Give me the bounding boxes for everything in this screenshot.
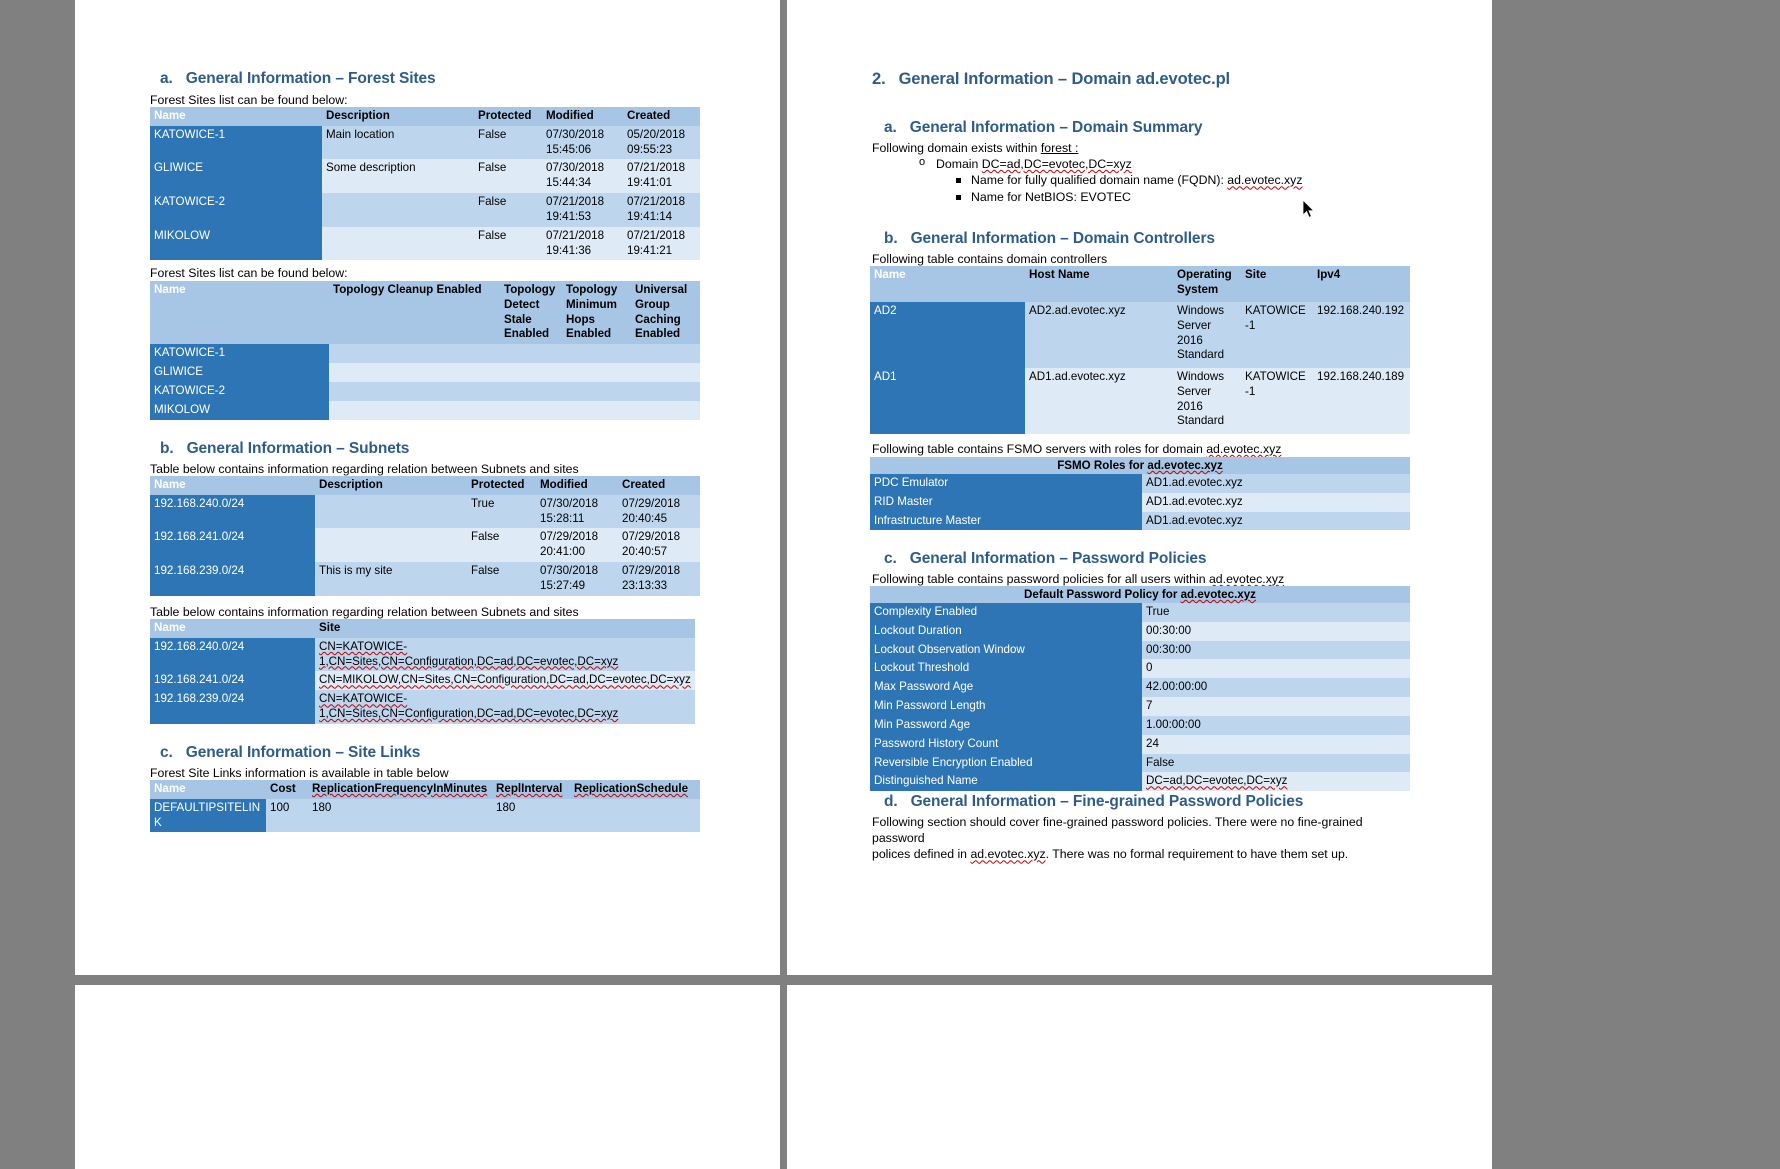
heading-text: General Information – Domain ad.evotec.pl [898, 70, 1231, 88]
table-row [870, 622, 1410, 641]
domain-summary-bullets [872, 156, 1432, 205]
column-header-replication-frequency: ReplicationFrequencyInMinutes [308, 780, 492, 799]
column-header-operating-system: Operating System [1173, 266, 1241, 302]
table-row [150, 363, 700, 382]
cell-modified: 07/30/2018 15:44:34 [542, 159, 623, 193]
column-header-created: Created [623, 107, 700, 126]
heading-text: General Information – Domain Summary [909, 119, 1203, 136]
cell-policy-value: DC=ad,DC=evotec,DC=xyz [1142, 772, 1410, 791]
cell-ipv4: 192.168.240.192 [1313, 302, 1410, 368]
column-header-name: Name [150, 619, 315, 638]
column-header-cost: Cost [266, 780, 308, 799]
cell-site-name: MIKOLOW [150, 227, 322, 261]
cell-host-name: AD1.ad.evotec.xyz [1025, 368, 1173, 434]
column-header-description: Description [315, 476, 467, 495]
cell-fsmo-role: RID Master [870, 493, 1142, 512]
heading-marker: b. [160, 440, 174, 457]
cell-policy-key: Min Password Length [870, 697, 1142, 716]
table-row [870, 603, 1410, 622]
cell-created: 07/21/2018 19:41:01 [623, 159, 700, 193]
cell-description: Some description [322, 159, 474, 193]
table-row [150, 690, 695, 724]
heading-site-links [160, 744, 705, 762]
cell-policy-key: Password History Count [870, 735, 1142, 754]
cell-protected: False [474, 159, 542, 193]
bullet-label: Name for NetBIOS: EVOTEC [971, 189, 1131, 204]
document-page-right [787, 0, 1492, 975]
heading-fine-grained [884, 793, 1464, 811]
cell-site-dn: CN=KATOWICE-1,CN=Sites,CN=Configuration,DC=ad,DC=evotec,DC=xyz [315, 638, 695, 672]
table-row [150, 344, 700, 363]
cell-os: Windows Server 2016 Standard [1173, 302, 1241, 368]
heading-forest-sites [160, 70, 705, 88]
cell-modified: 07/21/2018 19:41:36 [542, 227, 623, 261]
heading-text: General Information – Subnets [186, 440, 410, 457]
cell-description: This is my site [315, 562, 467, 596]
column-header-repl-interval: ReplInterval [492, 780, 570, 799]
heading-text: General Information – Fine-grained Password Policies [910, 793, 1304, 810]
intro-domain: ad.evotec.xyz [1208, 572, 1285, 586]
cell-description [315, 528, 467, 562]
policy-title-domain: ad.evotec.xyz [1180, 588, 1256, 601]
cell-site-name: GLIWICE [150, 363, 329, 382]
cell-policy-value: 1.00:00:00 [1142, 716, 1410, 735]
cell-site: KATOWICE-1 [1241, 368, 1313, 434]
cell-policy-value: 7 [1142, 697, 1410, 716]
heading-text: General Information – Password Policies [909, 550, 1207, 567]
bullet-label: Name for fully qualified domain name (FQDN): [971, 173, 1228, 188]
cell-topology-min-hops [562, 344, 631, 363]
bullet-label: Domain [936, 157, 982, 171]
table-header-row [150, 281, 700, 344]
heading-password-policies [884, 550, 1444, 568]
password-policy-table-title [870, 586, 1410, 603]
paragraph-suffix: . There was no formal requirement to have them set up. [1045, 847, 1349, 862]
cell-subnet-name: 192.168.240.0/24 [150, 638, 315, 672]
table-header-row [150, 107, 700, 126]
heading-subnets [160, 440, 705, 458]
column-header-replication-schedule: ReplicationSchedule [570, 780, 700, 799]
site-links-intro: Forest Site Links information is available in table below [150, 766, 449, 780]
forest-sites-topology-table [150, 281, 700, 420]
table-row [150, 799, 700, 833]
column-header-topology-detect-stale-enabled: Topology Detect Stale Enabled [500, 281, 562, 344]
cell-site-name: KATOWICE-2 [150, 382, 329, 401]
forest-sites-intro: Forest Sites list can be found below: [150, 93, 348, 107]
password-policies-intro [872, 571, 1442, 587]
column-header-universal-group-caching-enabled: Universal Group Caching Enabled [631, 281, 700, 344]
cell-topology-min-hops [562, 363, 631, 382]
cell-topology-detect-stale [500, 382, 562, 401]
table-row [150, 562, 700, 596]
cell-host-name: AD2.ad.evotec.xyz [1025, 302, 1173, 368]
domain-summary-intro [872, 140, 1432, 156]
fsmo-title-prefix: FSMO Roles for [1057, 459, 1148, 472]
cell-created: 07/21/2018 19:41:14 [623, 193, 700, 227]
document-page-left [75, 0, 780, 975]
cell-policy-value: 42.00:00:00 [1142, 678, 1410, 697]
table-row [150, 126, 700, 160]
cell-dc-name: AD1 [870, 368, 1025, 434]
heading-text: General Information – Site Links [185, 744, 421, 761]
policy-title-prefix: Default Password Policy for [1024, 588, 1181, 601]
heading-marker: b. [884, 230, 898, 247]
heading-marker: c. [160, 744, 173, 761]
cell-protected: False [467, 562, 536, 596]
cell-fsmo-server: AD1.ad.evotec.xyz [1142, 512, 1410, 531]
cell-created: 07/29/2018 23:13:33 [618, 562, 700, 596]
intro-prefix: Following table contains password policies for all users within [872, 572, 1209, 586]
cell-site-name: KATOWICE-2 [150, 193, 322, 227]
cell-site-dn: CN=MIKOLOW,CN=Sites,CN=Configuration,DC=ad,DC=evotec,DC=xyz [315, 671, 695, 690]
column-header-description: Description [322, 107, 474, 126]
table-row [870, 474, 1410, 493]
column-header-name: Name [870, 266, 1025, 302]
column-header-site: Site [1241, 266, 1313, 302]
document-page-right-next [787, 985, 1492, 1169]
cell-subnet-name: 192.168.239.0/24 [150, 690, 315, 724]
cell-fsmo-role: Infrastructure Master [870, 512, 1142, 531]
column-header-name: Name [150, 476, 315, 495]
cell-site-name: MIKOLOW [150, 401, 329, 420]
cell-modified: 07/30/2018 15:28:11 [536, 495, 618, 529]
fsmo-intro [872, 441, 1432, 457]
cell-fsmo-role: PDC Emulator [870, 474, 1142, 493]
subnets-site-intro: Table below contains information regarding relation between Subnets and sites [150, 605, 579, 619]
list-item [954, 172, 1432, 188]
table-row [150, 227, 700, 261]
cell-repl-schedule [570, 799, 700, 833]
column-header-protected: Protected [467, 476, 536, 495]
table-row [150, 401, 700, 420]
cell-policy-value: True [1142, 603, 1410, 622]
cell-policy-key: Reversible Encryption Enabled [870, 754, 1142, 773]
domain-controllers-table [870, 266, 1410, 434]
subnets-table [150, 476, 700, 596]
heading-marker: c. [884, 550, 897, 567]
cell-topology-min-hops [562, 382, 631, 401]
heading-marker: a. [160, 70, 173, 87]
table-row [870, 641, 1410, 660]
column-header-name: Name [150, 780, 266, 799]
cell-description [315, 495, 467, 529]
table-row [870, 302, 1410, 368]
heading-domain-controllers [884, 230, 1444, 248]
table-row [870, 368, 1410, 434]
table-row [870, 772, 1410, 791]
bullet-value: ad.evotec.xyz [1227, 173, 1303, 188]
cell-topology-detect-stale [500, 344, 562, 363]
cell-description: Main location [322, 126, 474, 160]
heading-marker: a. [884, 119, 897, 136]
fine-grained-paragraph-1: Following section should cover fine-grained password policies. There were no fine-grained password [872, 815, 1363, 846]
password-policy-table [870, 603, 1410, 791]
list-item [919, 156, 1432, 172]
cell-policy-key: Min Password Age [870, 716, 1142, 735]
table-row [150, 159, 700, 193]
table-row [150, 528, 700, 562]
cell-policy-key: Lockout Observation Window [870, 641, 1142, 660]
table-header-row [150, 780, 700, 799]
domain-controllers-intro: Following table contains domain controllers [872, 252, 1108, 266]
table-header-row [150, 619, 695, 638]
column-header-protected: Protected [474, 107, 542, 126]
cell-modified: 07/30/2018 15:45:06 [542, 126, 623, 160]
table-row [870, 659, 1410, 678]
cell-topology-cleanup [329, 344, 500, 363]
cell-description [322, 193, 474, 227]
cell-policy-key: Max Password Age [870, 678, 1142, 697]
site-links-table [150, 780, 700, 832]
cell-policy-key: Distinguished Name [870, 772, 1142, 791]
cell-universal-group-caching [631, 401, 700, 420]
cell-modified: 07/29/2018 20:41:00 [536, 528, 618, 562]
column-header-modified: Modified [542, 107, 623, 126]
cell-repl-interval: 180 [492, 799, 570, 833]
cell-os: Windows Server 2016 Standard [1173, 368, 1241, 434]
cell-policy-key: Lockout Duration [870, 622, 1142, 641]
cell-universal-group-caching [631, 382, 700, 401]
heading-text: General Information – Forest Sites [185, 70, 436, 87]
forest-sites-intro-2: Forest Sites list can be found below: [150, 266, 348, 280]
paragraph-prefix: polices defined in [872, 847, 971, 862]
paragraph-domain: ad.evotec.xyz [970, 847, 1046, 862]
cell-created: 07/29/2018 20:40:45 [618, 495, 700, 529]
cell-site: KATOWICE-1 [1241, 302, 1313, 368]
fine-grained-paragraph-2 [872, 846, 1417, 862]
cell-subnet-name: 192.168.240.0/24 [150, 495, 315, 529]
table-row [870, 512, 1410, 531]
cell-topology-detect-stale [500, 363, 562, 382]
fsmo-intro-domain: ad.evotec.xyz [1206, 442, 1282, 456]
cell-policy-value: 00:30:00 [1142, 622, 1410, 641]
cell-policy-value: 00:30:00 [1142, 641, 1410, 660]
cell-created: 05/20/2018 09:55:23 [623, 126, 700, 160]
cell-fsmo-server: AD1.ad.evotec.xyz [1142, 474, 1410, 493]
cell-protected: True [467, 495, 536, 529]
fsmo-title-domain: ad.evotec.xyz [1147, 459, 1223, 472]
subnets-intro: Table below contains information regarding relation between Subnets and sites [150, 462, 579, 476]
column-header-name: Name [150, 107, 322, 126]
table-row [870, 493, 1410, 512]
heading-domain-summary [884, 119, 1444, 137]
column-header-topology-cleanup-enabled: Topology Cleanup Enabled [329, 281, 500, 344]
cell-created: 07/21/2018 19:41:21 [623, 227, 700, 261]
forest-sites-table [150, 107, 700, 260]
cell-topology-cleanup [329, 401, 500, 420]
bullet-value: DC=ad,DC=evotec,DC=xyz [981, 157, 1132, 171]
list-item [954, 189, 1432, 205]
fsmo-roles-table [870, 474, 1410, 530]
table-row [870, 735, 1410, 754]
cell-subnet-name: 192.168.241.0/24 [150, 528, 315, 562]
cell-protected: False [474, 227, 542, 261]
cell-dc-name: AD2 [870, 302, 1025, 368]
table-row [150, 638, 695, 672]
cell-site-name: GLIWICE [150, 159, 322, 193]
cell-protected: False [474, 126, 542, 160]
cell-created: 07/29/2018 20:40:57 [618, 528, 700, 562]
cell-topology-detect-stale [500, 401, 562, 420]
heading-domain-main [872, 70, 1432, 89]
cell-universal-group-caching [631, 344, 700, 363]
table-row [870, 678, 1410, 697]
cell-repl-frequency: 180 [308, 799, 492, 833]
cell-modified: 07/30/2018 15:27:49 [536, 562, 618, 596]
cell-policy-value: False [1142, 754, 1410, 773]
table-row [150, 495, 700, 529]
cell-universal-group-caching [631, 363, 700, 382]
cell-policy-key: Lockout Threshold [870, 659, 1142, 678]
table-row [870, 754, 1410, 773]
table-row [150, 671, 695, 690]
cell-policy-value: 24 [1142, 735, 1410, 754]
cell-topology-min-hops [562, 401, 631, 420]
column-header-host-name: Host Name [1025, 266, 1173, 302]
cell-ipv4: 192.168.240.189 [1313, 368, 1410, 434]
cell-modified: 07/21/2018 19:41:53 [542, 193, 623, 227]
cell-description [322, 227, 474, 261]
intro-prefix: Following domain exists within [872, 141, 1041, 155]
table-header-row [870, 266, 1410, 302]
cell-topology-cleanup [329, 382, 500, 401]
heading-text: General Information – Domain Controllers [910, 230, 1215, 247]
cell-fsmo-server: AD1.ad.evotec.xyz [1142, 493, 1410, 512]
cell-site-name: KATOWICE-1 [150, 344, 329, 363]
cell-link-name: DEFAULTIPSITELINK [150, 799, 266, 833]
heading-marker: 2. [872, 70, 886, 88]
subnets-site-table [150, 619, 695, 724]
cell-policy-value: 0 [1142, 659, 1410, 678]
cell-subnet-name: 192.168.241.0/24 [150, 671, 315, 690]
column-header-ipv4: Ipv4 [1313, 266, 1410, 302]
column-header-created: Created [618, 476, 700, 495]
cell-cost: 100 [266, 799, 308, 833]
column-header-modified: Modified [536, 476, 618, 495]
table-row [870, 716, 1410, 735]
table-row [150, 382, 700, 401]
column-header-topology-minimum-hops-enabled: Topology Minimum Hops Enabled [562, 281, 631, 344]
cell-protected: False [474, 193, 542, 227]
intro-forest-link: forest : [1040, 141, 1079, 155]
cell-site-dn: CN=KATOWICE-1,CN=Sites,CN=Configuration,DC=ad,DC=evotec,DC=xyz [315, 690, 695, 724]
cell-site-name: KATOWICE-1 [150, 126, 322, 160]
cell-protected: False [467, 528, 536, 562]
fsmo-intro-prefix: Following table contains FSMO servers with roles for domain [872, 442, 1207, 456]
table-row [150, 193, 700, 227]
column-header-name: Name [150, 281, 329, 344]
cell-policy-key: Complexity Enabled [870, 603, 1142, 622]
cell-topology-cleanup [329, 363, 500, 382]
fsmo-table-title [870, 457, 1410, 474]
document-page-left-next [75, 985, 780, 1169]
column-header-site: Site [315, 619, 695, 638]
table-header-row [150, 476, 700, 495]
cell-subnet-name: 192.168.239.0/24 [150, 562, 315, 596]
table-row [870, 697, 1410, 716]
heading-marker: d. [884, 793, 898, 810]
